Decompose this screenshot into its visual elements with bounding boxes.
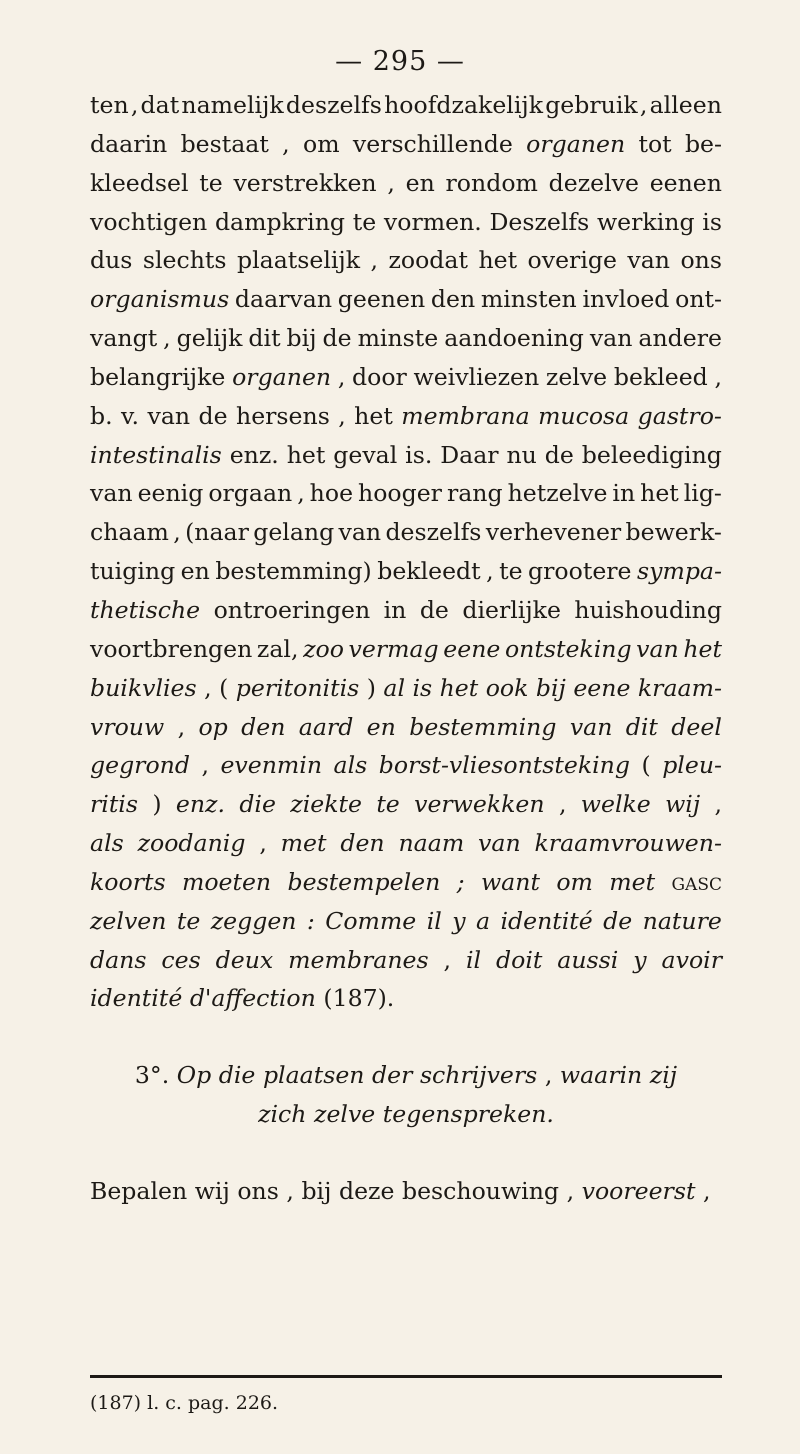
word: om <box>302 129 340 158</box>
word: orgaan <box>208 479 293 508</box>
word: namelijk <box>181 91 284 119</box>
text-line <box>90 397 722 436</box>
word: sympa- <box>637 557 722 586</box>
word: bewerk- <box>625 518 722 547</box>
word: als <box>90 829 124 858</box>
word: , <box>544 1061 553 1090</box>
text-line <box>90 902 722 941</box>
word: , <box>338 401 346 430</box>
word: weivliezen <box>413 362 540 391</box>
word: zoodanig <box>137 829 246 858</box>
word: minsten <box>480 285 577 314</box>
word: dezelve <box>548 168 639 197</box>
word: bestemming) <box>215 557 372 586</box>
word: dampkring <box>214 207 346 236</box>
word: , <box>297 479 305 508</box>
word: kleedsel <box>90 168 189 197</box>
word: plaatsen <box>262 1061 365 1090</box>
word: overige <box>527 246 617 275</box>
word: verschillende <box>352 129 513 158</box>
word: verwekken <box>414 790 545 819</box>
word: ziekte <box>290 790 362 819</box>
word: der <box>372 1061 413 1090</box>
word: , <box>443 945 452 974</box>
word: dierlijke <box>462 595 561 624</box>
text-line <box>90 824 722 863</box>
text-line <box>90 86 722 125</box>
word: het <box>354 401 393 430</box>
page-number: — 295 — <box>335 46 465 77</box>
word: geenen <box>337 285 426 314</box>
word: den <box>340 829 385 858</box>
word: te <box>376 790 400 819</box>
text-line <box>90 513 722 552</box>
word: il <box>465 945 482 974</box>
word: v. <box>121 401 140 430</box>
word: y <box>452 906 466 935</box>
word: , <box>204 673 212 702</box>
word: zich <box>258 1100 307 1129</box>
word: Bepalen <box>90 1176 188 1205</box>
word: gegrond <box>90 751 190 780</box>
word: beschouwing <box>401 1176 560 1205</box>
word: te <box>352 207 377 236</box>
word: a <box>475 906 491 935</box>
word: is <box>702 207 722 236</box>
word: , <box>387 168 395 197</box>
word: vrouw <box>90 712 165 741</box>
word: de <box>198 401 228 430</box>
text-line <box>90 1172 722 1211</box>
word: den <box>430 285 476 314</box>
word: ; <box>456 867 465 896</box>
body-text <box>90 86 722 1211</box>
word: van <box>569 712 613 741</box>
text-line <box>90 474 722 513</box>
word: kraam- <box>637 673 722 702</box>
text-line <box>90 319 722 358</box>
word: plaatselijk <box>236 246 361 275</box>
word: het <box>439 673 479 702</box>
word: d'affection <box>189 984 316 1013</box>
word: chaam <box>90 518 169 547</box>
word: want <box>480 867 540 896</box>
word: daarvan <box>234 285 333 314</box>
word: alleen <box>649 91 722 119</box>
word: zal, <box>256 634 299 663</box>
word: tot <box>638 129 672 158</box>
word: daarin <box>90 129 168 158</box>
text-line <box>90 203 722 242</box>
word: zelven <box>90 906 167 935</box>
word: , <box>370 246 378 275</box>
text-line <box>90 125 722 164</box>
word: 3°. <box>134 1061 170 1090</box>
word: dat <box>140 91 180 119</box>
word: het <box>640 479 679 508</box>
word: koorts <box>90 867 166 896</box>
word: wij <box>665 790 701 819</box>
word: hersens <box>236 401 330 430</box>
word: wij <box>194 1176 230 1205</box>
word: het <box>683 634 722 663</box>
word: il <box>426 906 442 935</box>
word: , <box>486 557 494 586</box>
word: het <box>286 440 326 469</box>
word: hetzelve <box>507 479 608 508</box>
footnote-divider <box>90 1375 722 1378</box>
word: gelang <box>253 518 335 547</box>
word: organen <box>526 129 626 158</box>
word: vormen. <box>383 207 482 236</box>
word: Op <box>176 1061 212 1090</box>
word: , <box>130 91 139 119</box>
word: bestempelen <box>287 867 441 896</box>
word: dit <box>248 324 281 353</box>
word: , <box>558 790 567 819</box>
word: door <box>352 362 407 391</box>
word: al <box>383 673 405 702</box>
word: eenen <box>649 168 722 197</box>
word: met <box>280 829 327 858</box>
word: zeggen <box>210 906 297 935</box>
text-line <box>90 746 722 785</box>
word: bij <box>535 673 566 702</box>
text-line <box>90 708 722 747</box>
word: y <box>633 945 647 974</box>
word: membranes <box>288 945 429 974</box>
word: op <box>198 712 228 741</box>
word: die <box>239 790 276 819</box>
paragraph-gap <box>90 1018 722 1056</box>
word: avoir <box>661 945 722 974</box>
word: mucosa <box>538 401 630 430</box>
word: ons <box>680 246 722 275</box>
word: tegenspreken. <box>382 1100 554 1129</box>
word: enz. <box>229 440 279 469</box>
word: de <box>544 440 574 469</box>
word: , <box>566 1176 575 1205</box>
word: , <box>702 1176 711 1205</box>
text-line <box>90 630 722 669</box>
word: is. <box>405 440 433 469</box>
word: geval <box>333 440 398 469</box>
word: vermag <box>348 634 439 663</box>
word: deel <box>671 712 722 741</box>
word: is <box>412 673 433 702</box>
word: hoe <box>309 479 354 508</box>
word: nu <box>506 440 537 469</box>
word: , <box>714 362 722 391</box>
text-line <box>90 1056 722 1095</box>
word: eene <box>573 673 631 702</box>
word: deszelfs <box>285 91 382 119</box>
word: van <box>147 401 191 430</box>
word: zelve <box>545 362 608 391</box>
word: (187). <box>323 984 395 1013</box>
word: Deszelfs <box>489 207 590 236</box>
word: Daar <box>440 440 499 469</box>
word: van <box>589 324 633 353</box>
word: verhevener <box>485 518 622 547</box>
text-line <box>90 863 722 902</box>
word: ook <box>485 673 529 702</box>
word: te <box>176 906 201 935</box>
word: van <box>478 829 521 858</box>
word: , <box>177 712 186 741</box>
word: gelijk <box>176 324 243 353</box>
word: vooreerst <box>581 1176 696 1205</box>
word: om <box>556 867 593 896</box>
paragraph-1 <box>90 86 722 1018</box>
word: peritonitis <box>235 673 360 702</box>
word: zelve <box>314 1100 376 1129</box>
word: zoo <box>303 634 344 663</box>
word: aussi <box>557 945 619 974</box>
paragraph-2 <box>90 1172 722 1211</box>
word: buikvlies <box>90 673 197 702</box>
word: dit <box>625 712 658 741</box>
word: andere <box>638 324 722 353</box>
word: deze <box>338 1176 395 1205</box>
text-line <box>90 280 722 319</box>
word: en <box>405 168 435 197</box>
word: de <box>419 595 449 624</box>
word: voortbrengen <box>90 634 253 663</box>
word: te <box>199 168 223 197</box>
word: organismus <box>90 285 230 314</box>
word: dans <box>90 945 147 974</box>
word: van <box>627 246 670 275</box>
word: gebruik <box>545 91 638 119</box>
word: in <box>612 479 636 508</box>
word: werking <box>596 207 695 236</box>
word: de <box>322 324 352 353</box>
word: enz. <box>175 790 225 819</box>
word: bestaat <box>180 129 269 158</box>
word: deszelfs <box>385 518 482 547</box>
word: te <box>499 557 523 586</box>
footnote: (187) l. c. pag. 226. <box>90 1392 279 1414</box>
word: den <box>241 712 286 741</box>
word: deux <box>215 945 274 974</box>
word: identité <box>90 984 183 1013</box>
word: , <box>282 129 290 158</box>
word: , <box>201 751 209 780</box>
word: doit <box>496 945 543 974</box>
word: : <box>306 906 315 935</box>
word: ) <box>152 790 162 819</box>
word: , <box>714 790 722 819</box>
word: eene <box>443 634 501 663</box>
word: be- <box>684 129 722 158</box>
word: ten <box>90 91 129 119</box>
word: , <box>337 362 346 391</box>
word: pleu- <box>662 751 722 780</box>
text-line <box>90 785 722 824</box>
word: verstrekken <box>233 168 377 197</box>
word: hooger <box>358 479 442 508</box>
word: als <box>333 751 368 780</box>
section-heading <box>90 1056 722 1134</box>
word: bekleedt <box>377 557 481 586</box>
word: beleediging <box>581 440 722 469</box>
word: van <box>636 634 679 663</box>
word: zij <box>649 1061 678 1090</box>
word: nature <box>642 906 722 935</box>
word: en <box>366 712 396 741</box>
word: rondom <box>445 168 538 197</box>
word: invloed <box>582 285 670 314</box>
text-line <box>90 979 722 1018</box>
paragraph-gap <box>90 1134 722 1172</box>
word: vochtigen <box>90 207 208 236</box>
word: ces <box>161 945 201 974</box>
word: Comme <box>325 906 417 935</box>
word: eenig <box>137 479 204 508</box>
text-line <box>90 941 722 980</box>
word: ( <box>641 751 651 780</box>
word: bestemming <box>409 712 557 741</box>
word: rang <box>446 479 503 508</box>
word: evenmin <box>220 751 323 780</box>
word: , <box>639 91 648 119</box>
word: schrijvers <box>419 1061 538 1090</box>
word: de <box>603 906 633 935</box>
word: ritis <box>90 790 138 819</box>
word: organen <box>232 362 332 391</box>
word: gasc <box>671 867 722 896</box>
word: belangrijke <box>90 362 226 391</box>
word: en <box>180 557 210 586</box>
word: bij <box>286 324 317 353</box>
text-line <box>90 436 722 475</box>
word: , <box>173 518 181 547</box>
word: gastro- <box>637 401 722 430</box>
text-line <box>90 669 722 708</box>
word: waarin <box>559 1061 643 1090</box>
word: kraamvrouwen- <box>534 829 722 858</box>
word: slechts <box>142 246 227 275</box>
text-line <box>90 241 722 280</box>
word: (naar <box>185 518 249 547</box>
word: die <box>218 1061 256 1090</box>
word: van <box>338 518 382 547</box>
word: minste <box>357 324 439 353</box>
word: , <box>286 1176 294 1205</box>
word: grootere <box>528 557 632 586</box>
word: b. <box>90 401 113 430</box>
word: aandoening <box>444 324 584 353</box>
text-line <box>90 358 722 397</box>
word: vangt <box>90 324 158 353</box>
word: membrana <box>401 401 530 430</box>
word: welke <box>580 790 651 819</box>
word: in <box>383 595 407 624</box>
word: ontsteking <box>504 634 632 663</box>
word: ) <box>366 673 376 702</box>
word: dus <box>90 246 133 275</box>
word: ( <box>219 673 229 702</box>
word: moeten <box>181 867 272 896</box>
word: met <box>609 867 656 896</box>
word: hoofdzakelijk <box>384 91 543 119</box>
word: huishouding <box>574 595 722 624</box>
word: naam <box>398 829 465 858</box>
word: het <box>478 246 518 275</box>
word: , <box>163 324 171 353</box>
word: identité <box>500 906 593 935</box>
word: lig- <box>683 479 722 508</box>
text-line <box>90 1095 722 1134</box>
word: ons <box>237 1176 279 1205</box>
word: aard <box>298 712 354 741</box>
word: tuiging <box>90 557 176 586</box>
text-line <box>90 552 722 591</box>
word: intestinalis <box>90 440 222 469</box>
word: zoodat <box>388 246 468 275</box>
word: thetische <box>90 595 201 624</box>
word: van <box>90 479 133 508</box>
word: bij <box>301 1176 332 1205</box>
word: borst-vliesontsteking <box>378 751 630 780</box>
text-line <box>90 164 722 203</box>
word: , <box>259 829 267 858</box>
word: ont- <box>675 285 722 314</box>
word: ontroeringen <box>213 595 371 624</box>
text-line <box>90 591 722 630</box>
word: bekleed <box>613 362 708 391</box>
